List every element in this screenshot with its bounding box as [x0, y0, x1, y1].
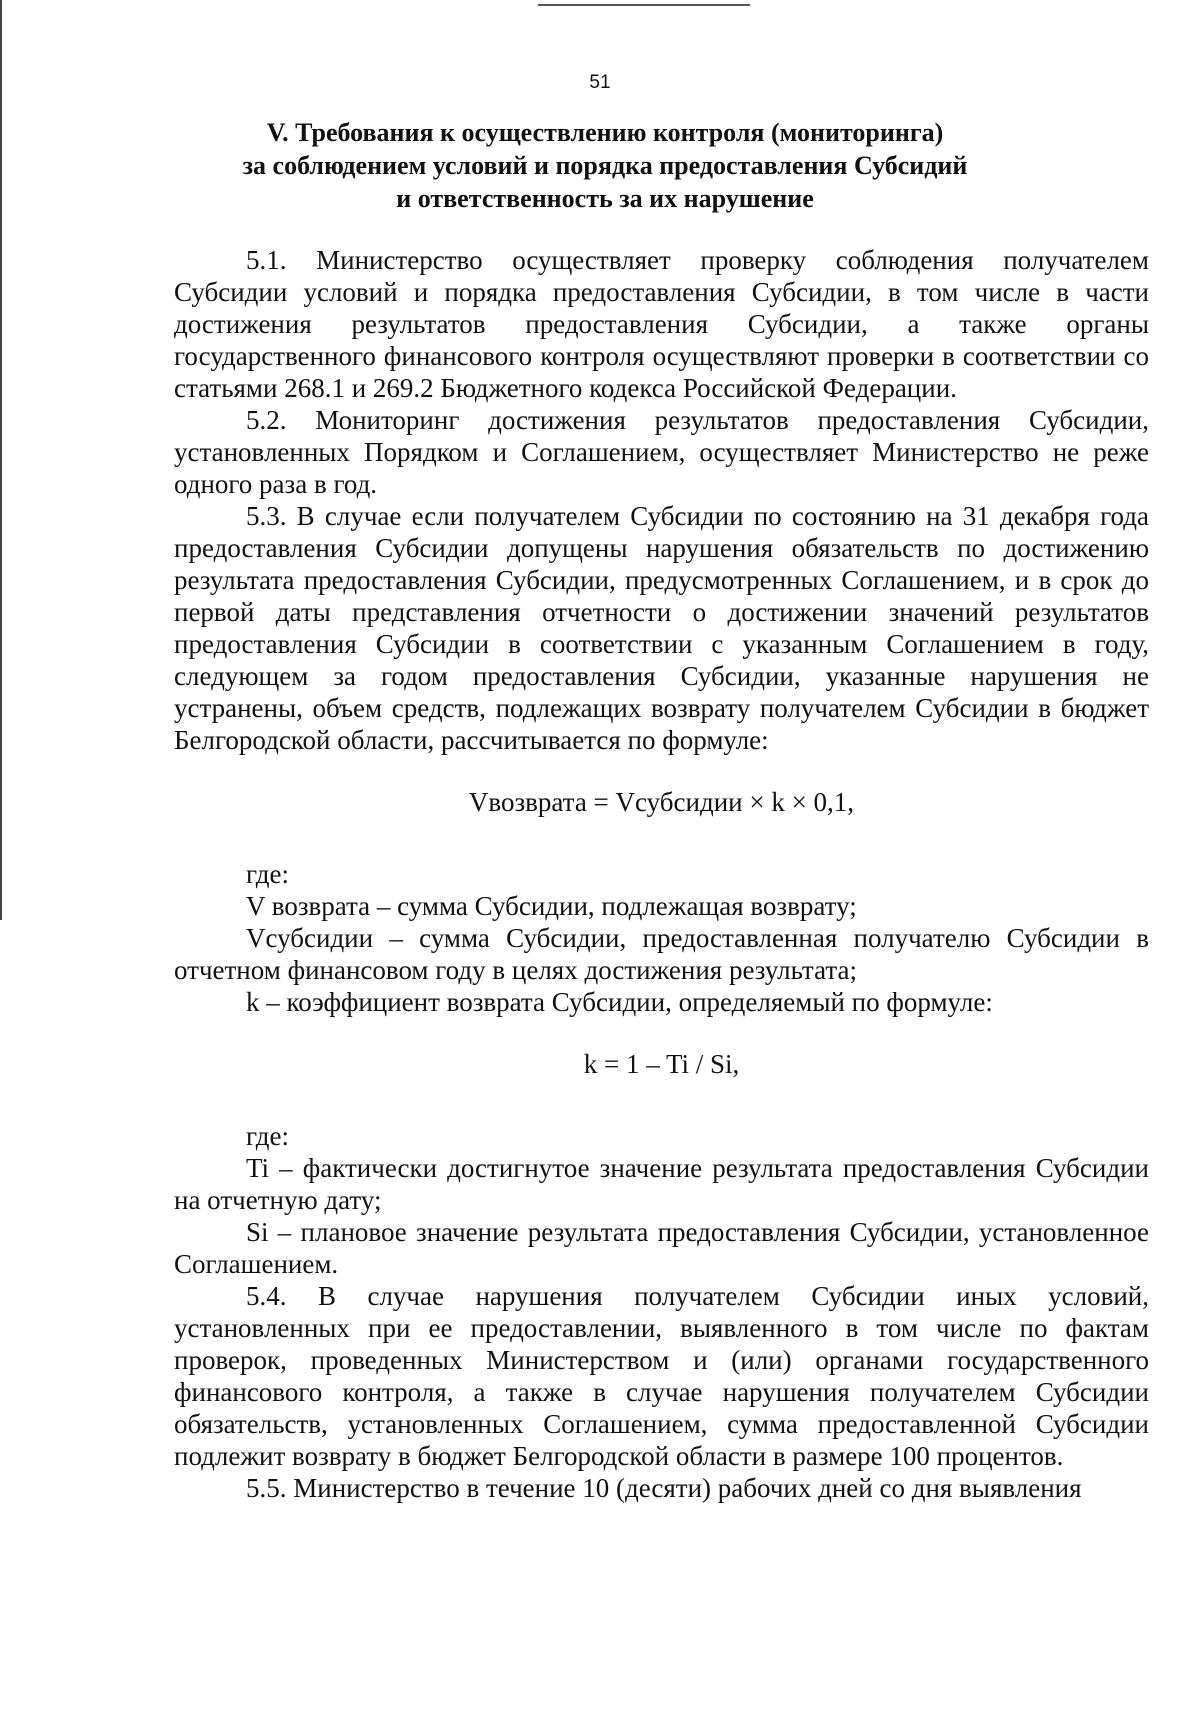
paragraph-5-4: 5.4. В случае нарушения получателем Субсидии иных условий, установленных при ее предоставлении, выявленного в том числе по фактам проверок, проведенных Министерством и (или) органами государственного финансового контроля, а также в случае нарушения получателем Субсидии обязательств, установленных Соглашением, сумма предоставленной Субсидии подлежит возврату в бюджет Белгородской области в размере 100 процентов. [174, 1281, 1149, 1471]
document-body [174, 244, 1149, 1504]
page-number: 51 [589, 72, 611, 93]
definition-v-subsidy: Vсубсидии – сумма Субсидии, предоставленная получателю Субсидии в отчетном финансовом году в целях достижения результата; [174, 923, 1149, 985]
spacer [174, 818, 1149, 858]
formula-coefficient-k: k = 1 – Ti / Si, [583, 1049, 740, 1079]
spacer [174, 756, 1149, 786]
spacer [174, 1018, 1149, 1048]
scan-artifact-top-line [538, 4, 750, 6]
heading-line-1: V. Требования к осуществлению контроля (мониторинга) [266, 118, 944, 147]
paragraph-5-1: 5.1. Министерство осуществляет проверку соблюдения получателем Субсидии условий и порядка предоставления Субсидии, в том числе в части достижения результатов предоставления Субсидии, а также органы государственного финансового контроля осуществляют проверки в соответствии со статьями 268.1 и 269.2 Бюджетного кодекса Российской Федерации. [174, 245, 1149, 403]
formula-return-amount: Vвозврата = Vсубсидии × k × 0,1, [468, 787, 855, 817]
where-label-1: где: [246, 859, 289, 889]
heading-line-3: и ответственность за их нарушение [396, 184, 814, 213]
scan-artifact-left-edge [0, 0, 2, 920]
paragraph-5-3: 5.3. В случае если получателем Субсидии по состоянию на 31 декабря года предоставления Субсидии допущены нарушения обязательств по достижению результата предоставления Субсидии, предусмотренных Соглашением, и в срок до первой даты представления отчетности о достижении значений результатов предоставления Субсидии в соответствии с указанным Соглашением в году, следующем за годом предоставления Субсидии, указанные нарушения не устранены, объем средств, подлежащих возврату получателем Субсидии в бюджет Белгородской области, рассчитывается по формуле: [174, 501, 1149, 755]
section-heading [174, 116, 1036, 215]
definition-ti: Ti – фактически достигнутое значение результата предоставления Субсидии на отчетную дату; [174, 1153, 1149, 1215]
paragraph-5-2: 5.2. Мониторинг достижения результатов предоставления Субсидии, установленных Порядком и Соглашением, осуществляет Министерство не реже одного раза в год. [174, 405, 1149, 499]
where-label-2: где: [246, 1121, 289, 1151]
spacer [174, 1080, 1149, 1120]
heading-line-2: за соблюдением условий и порядка предоставления Субсидий [242, 151, 968, 180]
definition-k: k – коэффициент возврата Субсидии, определяемый по формуле: [246, 987, 993, 1017]
paragraph-5-5: 5.5. Министерство в течение 10 (десяти) рабочих дней со дня выявления [246, 1473, 1082, 1503]
definition-v-return: V возврата – сумма Субсидии, подлежащая возврату; [246, 891, 857, 921]
definition-si: Si – плановое значение результата предоставления Субсидии, установленное Соглашением. [174, 1217, 1149, 1279]
